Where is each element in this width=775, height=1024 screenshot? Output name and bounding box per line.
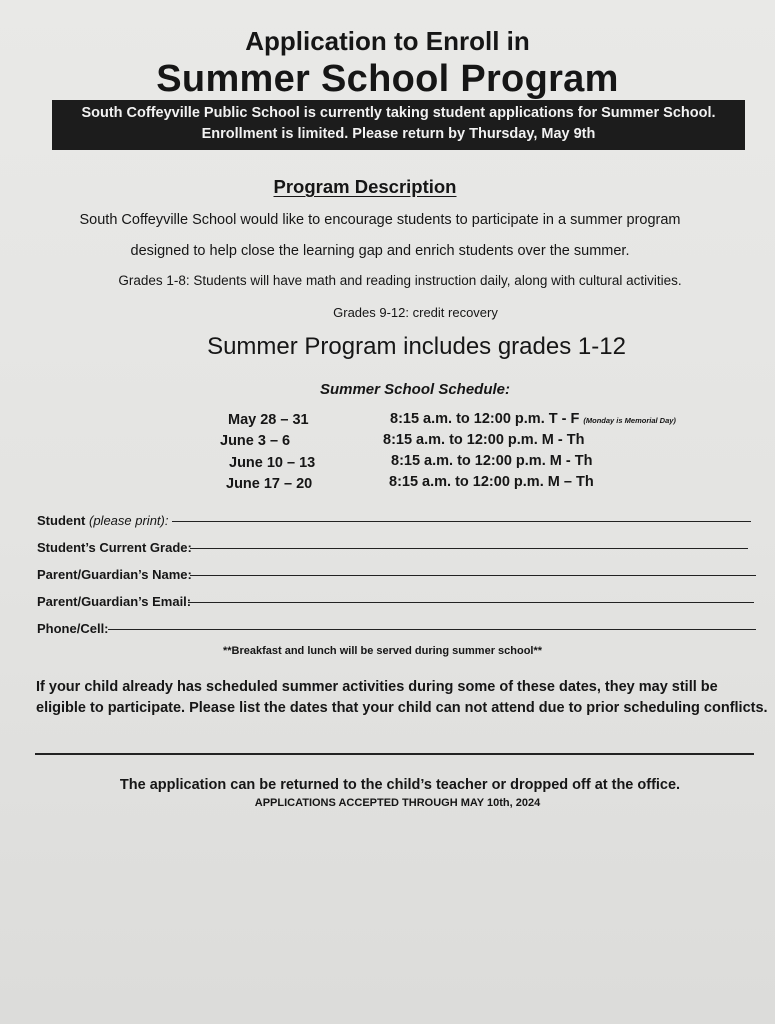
announcement-banner — [52, 100, 745, 150]
description-line-2: designed to help close the learning gap and enrich students over the summer. — [130, 243, 630, 259]
parent-email-field[interactable] — [188, 602, 754, 603]
meals-note: **Breakfast and lunch will be served during summer school** — [222, 645, 543, 657]
grade-field[interactable] — [190, 548, 748, 549]
schedule-note: (Monday is Memorial Day) — [583, 416, 676, 425]
schedule-time — [390, 411, 676, 427]
schedule-heading: Summer School Schedule: — [319, 381, 511, 398]
conflict-dates-field[interactable] — [35, 753, 754, 755]
schedule-time: 8:15 a.m. to 12:00 p.m. M - Th — [391, 453, 593, 469]
banner-line-2: Enrollment is limited. Please return by Thursday, May 9th — [201, 126, 596, 142]
schedule-dates: June 17 – 20 — [226, 476, 313, 492]
title-line-1: Application to Enroll in — [245, 26, 530, 56]
student-name-label — [37, 513, 168, 528]
return-note: The application can be returned to the child’s teacher or dropped off at the office. — [119, 777, 681, 793]
student-label-hint: (please print): — [89, 513, 169, 528]
grade-label: Student’s Current Grade: — [37, 540, 192, 555]
schedule-time: 8:15 a.m. to 12:00 p.m. M – Th — [389, 474, 594, 490]
grades-9-12-text: Grades 9-12: credit recovery — [333, 305, 498, 320]
parent-name-field[interactable] — [190, 575, 756, 576]
parent-email-label: Parent/Guardian’s Email: — [37, 594, 192, 609]
banner-line-1: South Coffeyville Public School is currently taking student applications for Summer School. — [81, 105, 716, 121]
grades-included-heading: Summer Program includes grades 1-12 — [207, 333, 626, 360]
schedule-time: 8:15 a.m. to 12:00 p.m. M - Th — [383, 432, 585, 448]
phone-label: Phone/Cell: — [37, 621, 109, 636]
student-label-text: Student — [37, 513, 89, 528]
description-line-1: South Coffeyville School would like to encourage students to participate in a summer program — [79, 212, 681, 228]
conflicts-paragraph: If your child already has scheduled summer activities during some of these dates, they may still be eligible to participate. Please list the dates that your child can not attend due to prior scheduling conflicts. — [36, 679, 768, 716]
phone-field[interactable] — [108, 629, 756, 630]
schedule-dates: May 28 – 31 — [228, 412, 309, 428]
schedule-dates: June 10 – 13 — [229, 455, 316, 471]
grades-1-8-text: Grades 1-8: Students will have math and reading instruction daily, along with cultural activities. — [118, 273, 682, 288]
deadline-note: APPLICATIONS ACCEPTED THROUGH MAY 10th, 2024 — [254, 797, 541, 809]
parent-name-label: Parent/Guardian’s Name: — [37, 567, 192, 582]
schedule-dates: June 3 – 6 — [220, 433, 291, 449]
student-name-field[interactable] — [172, 521, 751, 522]
program-description-heading: Program Description — [273, 176, 457, 197]
page-title: Summer School Program — [156, 58, 619, 100]
schedule-time-text: 8:15 a.m. to 12:00 p.m. T - F — [390, 411, 580, 427]
